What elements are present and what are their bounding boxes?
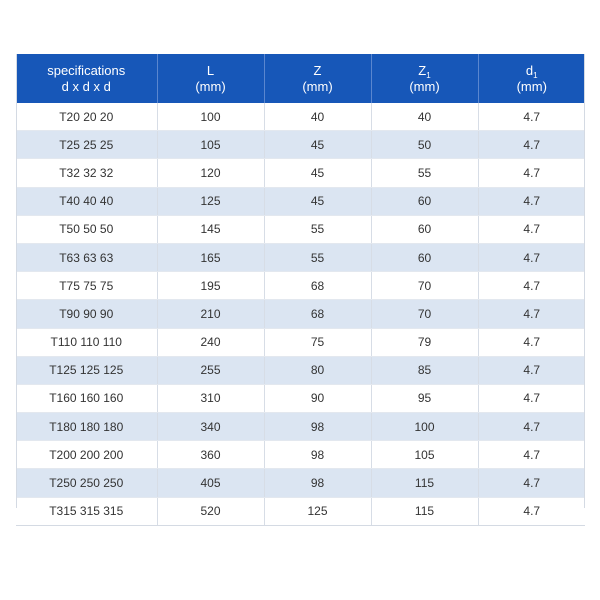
d1-value-cell: 4.7 (478, 469, 585, 497)
d1-value-cell: 4.7 (478, 441, 585, 469)
z1-value-cell: 50 (371, 131, 478, 159)
specification-cell: T20 20 20 (16, 103, 157, 131)
z1-value-cell: 60 (371, 215, 478, 243)
specification-cell: T63 63 63 (16, 243, 157, 271)
z1-value-cell: 60 (371, 243, 478, 271)
l-value-cell: 360 (157, 441, 264, 469)
table-row (16, 103, 585, 131)
table-row (16, 356, 585, 384)
d1-value-cell: 4.7 (478, 103, 585, 131)
specification-cell: T160 160 160 (16, 384, 157, 412)
d1-value-cell: 4.7 (478, 413, 585, 441)
specification-cell: T25 25 25 (16, 131, 157, 159)
z1-value-cell: 85 (371, 356, 478, 384)
z1-value-cell: 60 (371, 187, 478, 215)
z1-value-cell: 70 (371, 300, 478, 328)
z-value-cell: 55 (264, 215, 371, 243)
specification-cell: T90 90 90 (16, 300, 157, 328)
l-value-cell: 340 (157, 413, 264, 441)
specification-cell: T110 110 110 (16, 328, 157, 356)
l-value-cell: 100 (157, 103, 264, 131)
header-label: Z (418, 62, 427, 78)
header-subscript: 1 (533, 70, 538, 80)
d1-value-cell: 4.7 (478, 159, 585, 187)
z-value-cell: 90 (264, 384, 371, 412)
l-value-cell: 165 (157, 243, 264, 271)
z1-value-cell: 115 (371, 469, 478, 497)
l-value-cell: 105 (157, 131, 264, 159)
z1-value-cell: 40 (371, 103, 478, 131)
table-row (16, 469, 585, 497)
l-value-cell: 405 (157, 469, 264, 497)
l-value-cell: 255 (157, 356, 264, 384)
header-specifications (16, 54, 157, 103)
z-value-cell: 55 (264, 243, 371, 271)
table-frame-left (16, 54, 17, 508)
l-value-cell: 125 (157, 187, 264, 215)
l-value-cell: 310 (157, 384, 264, 412)
d1-value-cell: 4.7 (478, 328, 585, 356)
table-body (16, 103, 585, 525)
z1-value-cell: 115 (371, 497, 478, 525)
d1-value-cell: 4.7 (478, 300, 585, 328)
table-row (16, 413, 585, 441)
header-unit: (mm) (409, 78, 440, 94)
header-row (16, 54, 585, 103)
z1-value-cell: 79 (371, 328, 478, 356)
z-value-cell: 45 (264, 187, 371, 215)
table-row (16, 441, 585, 469)
header-subscript: 1 (426, 70, 431, 80)
l-value-cell: 120 (157, 159, 264, 187)
l-value-cell: 195 (157, 272, 264, 300)
specifications-table (16, 54, 585, 526)
specification-cell: T315 315 315 (16, 497, 157, 525)
z-value-cell: 98 (264, 469, 371, 497)
specification-cell: T32 32 32 (16, 159, 157, 187)
header-d1 (478, 54, 585, 103)
table-row (16, 272, 585, 300)
table-row (16, 300, 585, 328)
specification-cell: T180 180 180 (16, 413, 157, 441)
specification-cell: T125 125 125 (16, 356, 157, 384)
table-row (16, 215, 585, 243)
table-row (16, 159, 585, 187)
l-value-cell: 145 (157, 215, 264, 243)
z1-value-cell: 105 (371, 441, 478, 469)
table-row (16, 187, 585, 215)
header-label: specifications (47, 62, 126, 78)
l-value-cell: 210 (157, 300, 264, 328)
specification-cell: T250 250 250 (16, 469, 157, 497)
table-row (16, 328, 585, 356)
d1-value-cell: 4.7 (478, 187, 585, 215)
header-unit: d x d x d (61, 78, 111, 94)
d1-value-cell: 4.7 (478, 384, 585, 412)
z-value-cell: 75 (264, 328, 371, 356)
z-value-cell: 45 (264, 131, 371, 159)
table-frame-right (584, 54, 585, 508)
z-value-cell: 98 (264, 441, 371, 469)
z-value-cell: 68 (264, 272, 371, 300)
specification-cell: T40 40 40 (16, 187, 157, 215)
header-unit: (mm) (195, 78, 226, 94)
z-value-cell: 68 (264, 300, 371, 328)
z1-value-cell: 95 (371, 384, 478, 412)
header-unit: (mm) (516, 78, 547, 94)
z1-value-cell: 70 (371, 272, 478, 300)
z-value-cell: 80 (264, 356, 371, 384)
specification-cell: T50 50 50 (16, 215, 157, 243)
z-value-cell: 98 (264, 413, 371, 441)
d1-value-cell: 4.7 (478, 243, 585, 271)
d1-value-cell: 4.7 (478, 272, 585, 300)
specification-cell: T75 75 75 (16, 272, 157, 300)
z1-value-cell: 100 (371, 413, 478, 441)
header-z1 (371, 54, 478, 103)
d1-value-cell: 4.7 (478, 497, 585, 525)
d1-value-cell: 4.7 (478, 215, 585, 243)
table-header (16, 54, 585, 103)
header-label: L (206, 62, 215, 78)
d1-value-cell: 4.7 (478, 356, 585, 384)
z-value-cell: 125 (264, 497, 371, 525)
header-label: Z (313, 62, 322, 78)
table-row (16, 497, 585, 525)
table-row (16, 131, 585, 159)
l-value-cell: 240 (157, 328, 264, 356)
z-value-cell: 45 (264, 159, 371, 187)
z1-value-cell: 55 (371, 159, 478, 187)
z-value-cell: 40 (264, 103, 371, 131)
header-label: d (525, 62, 534, 78)
header-l (157, 54, 264, 103)
specification-cell: T200 200 200 (16, 441, 157, 469)
l-value-cell: 520 (157, 497, 264, 525)
table-row (16, 384, 585, 412)
header-unit: (mm) (302, 78, 333, 94)
d1-value-cell: 4.7 (478, 131, 585, 159)
header-z (264, 54, 371, 103)
table-row (16, 243, 585, 271)
